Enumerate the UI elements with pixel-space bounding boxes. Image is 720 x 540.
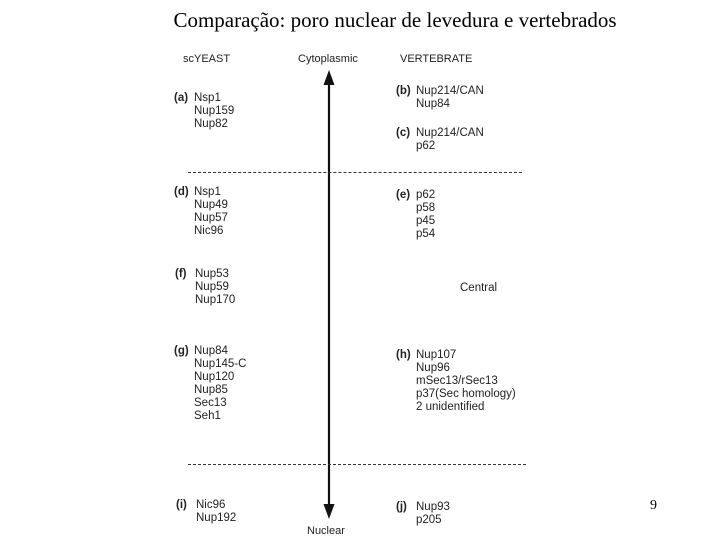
group-g-item: Nup84 [194, 345, 228, 357]
group-a [174, 92, 234, 131]
divider-central-nuclear [188, 464, 526, 465]
group-g [174, 345, 246, 423]
group-c-tag: (c) [396, 127, 411, 139]
group-h-item: Nup96 [416, 362, 450, 374]
group-g-item: Nup120 [194, 371, 235, 383]
group-f-item: Nup53 [195, 268, 229, 280]
group-d-item: Nup49 [194, 199, 228, 211]
group-g-item: Nup145-C [194, 358, 247, 370]
group-b-tag: (b) [396, 85, 411, 97]
group-j-tag: (j) [396, 501, 407, 513]
group-a-item: Nup159 [194, 105, 235, 117]
group-a-item: Nsp1 [194, 92, 221, 104]
group-i [176, 499, 236, 525]
group-i-item: Nic96 [196, 499, 226, 511]
group-e-item: p54 [416, 228, 436, 240]
group-a-item: Nup82 [194, 118, 228, 130]
group-h [396, 349, 516, 414]
group-i-tag: (i) [176, 499, 187, 511]
axis-arrow-top-icon [324, 70, 335, 85]
cytoplasmic-label: Cytoplasmic [298, 53, 358, 65]
group-f-tag: (f) [175, 268, 187, 280]
group-j-item: p205 [416, 514, 442, 526]
group-d-item: Nup57 [194, 212, 228, 224]
group-d-item: Nic96 [194, 225, 224, 237]
group-f-item: Nup170 [195, 294, 236, 306]
group-i-item: Nup192 [196, 512, 237, 524]
group-e-item: p45 [416, 215, 436, 227]
slide-title: Comparação: poro nuclear de levedura e vertebrados [173, 8, 617, 32]
nuclear-label: Nuclear [307, 525, 345, 537]
group-e [396, 189, 435, 241]
group-g-item: Nup85 [194, 384, 228, 396]
group-a-tag: (a) [174, 92, 189, 104]
page-number: 9 [650, 498, 657, 513]
group-j [396, 501, 450, 527]
group-d-tag: (d) [174, 186, 189, 198]
central-label: Central [460, 282, 498, 294]
group-g-item: Sec13 [194, 397, 227, 409]
divider-cytoplasmic-central [188, 172, 522, 173]
group-d-item: Nsp1 [194, 186, 221, 198]
yeast-column-header: scYEAST [183, 53, 231, 65]
group-h-item: 2 unidentified [416, 401, 485, 413]
group-g-tag: (g) [174, 345, 189, 357]
group-f-item: Nup59 [195, 281, 229, 293]
group-j-item: Nup93 [416, 501, 450, 513]
group-h-tag: (h) [396, 349, 411, 361]
group-c [396, 127, 484, 153]
group-g-item: Seh1 [194, 410, 221, 422]
group-h-item: mSec13/rSec13 [416, 375, 498, 387]
group-c-item: p62 [416, 140, 436, 152]
group-d [174, 186, 228, 238]
group-e-item: p58 [416, 202, 436, 214]
group-b [396, 85, 484, 111]
vertebrate-column-header: VERTEBRATE [400, 53, 473, 65]
axis-arrow-bottom-icon [324, 504, 335, 519]
group-h-item: p37(Sec homology) [416, 388, 516, 400]
group-e-item: p62 [416, 189, 436, 201]
group-f [175, 268, 235, 307]
group-b-item: Nup84 [416, 98, 450, 110]
group-c-item: Nup214/CAN [416, 127, 484, 139]
group-e-tag: (e) [396, 189, 411, 201]
group-h-item: Nup107 [416, 349, 457, 361]
group-b-item: Nup214/CAN [416, 85, 484, 97]
